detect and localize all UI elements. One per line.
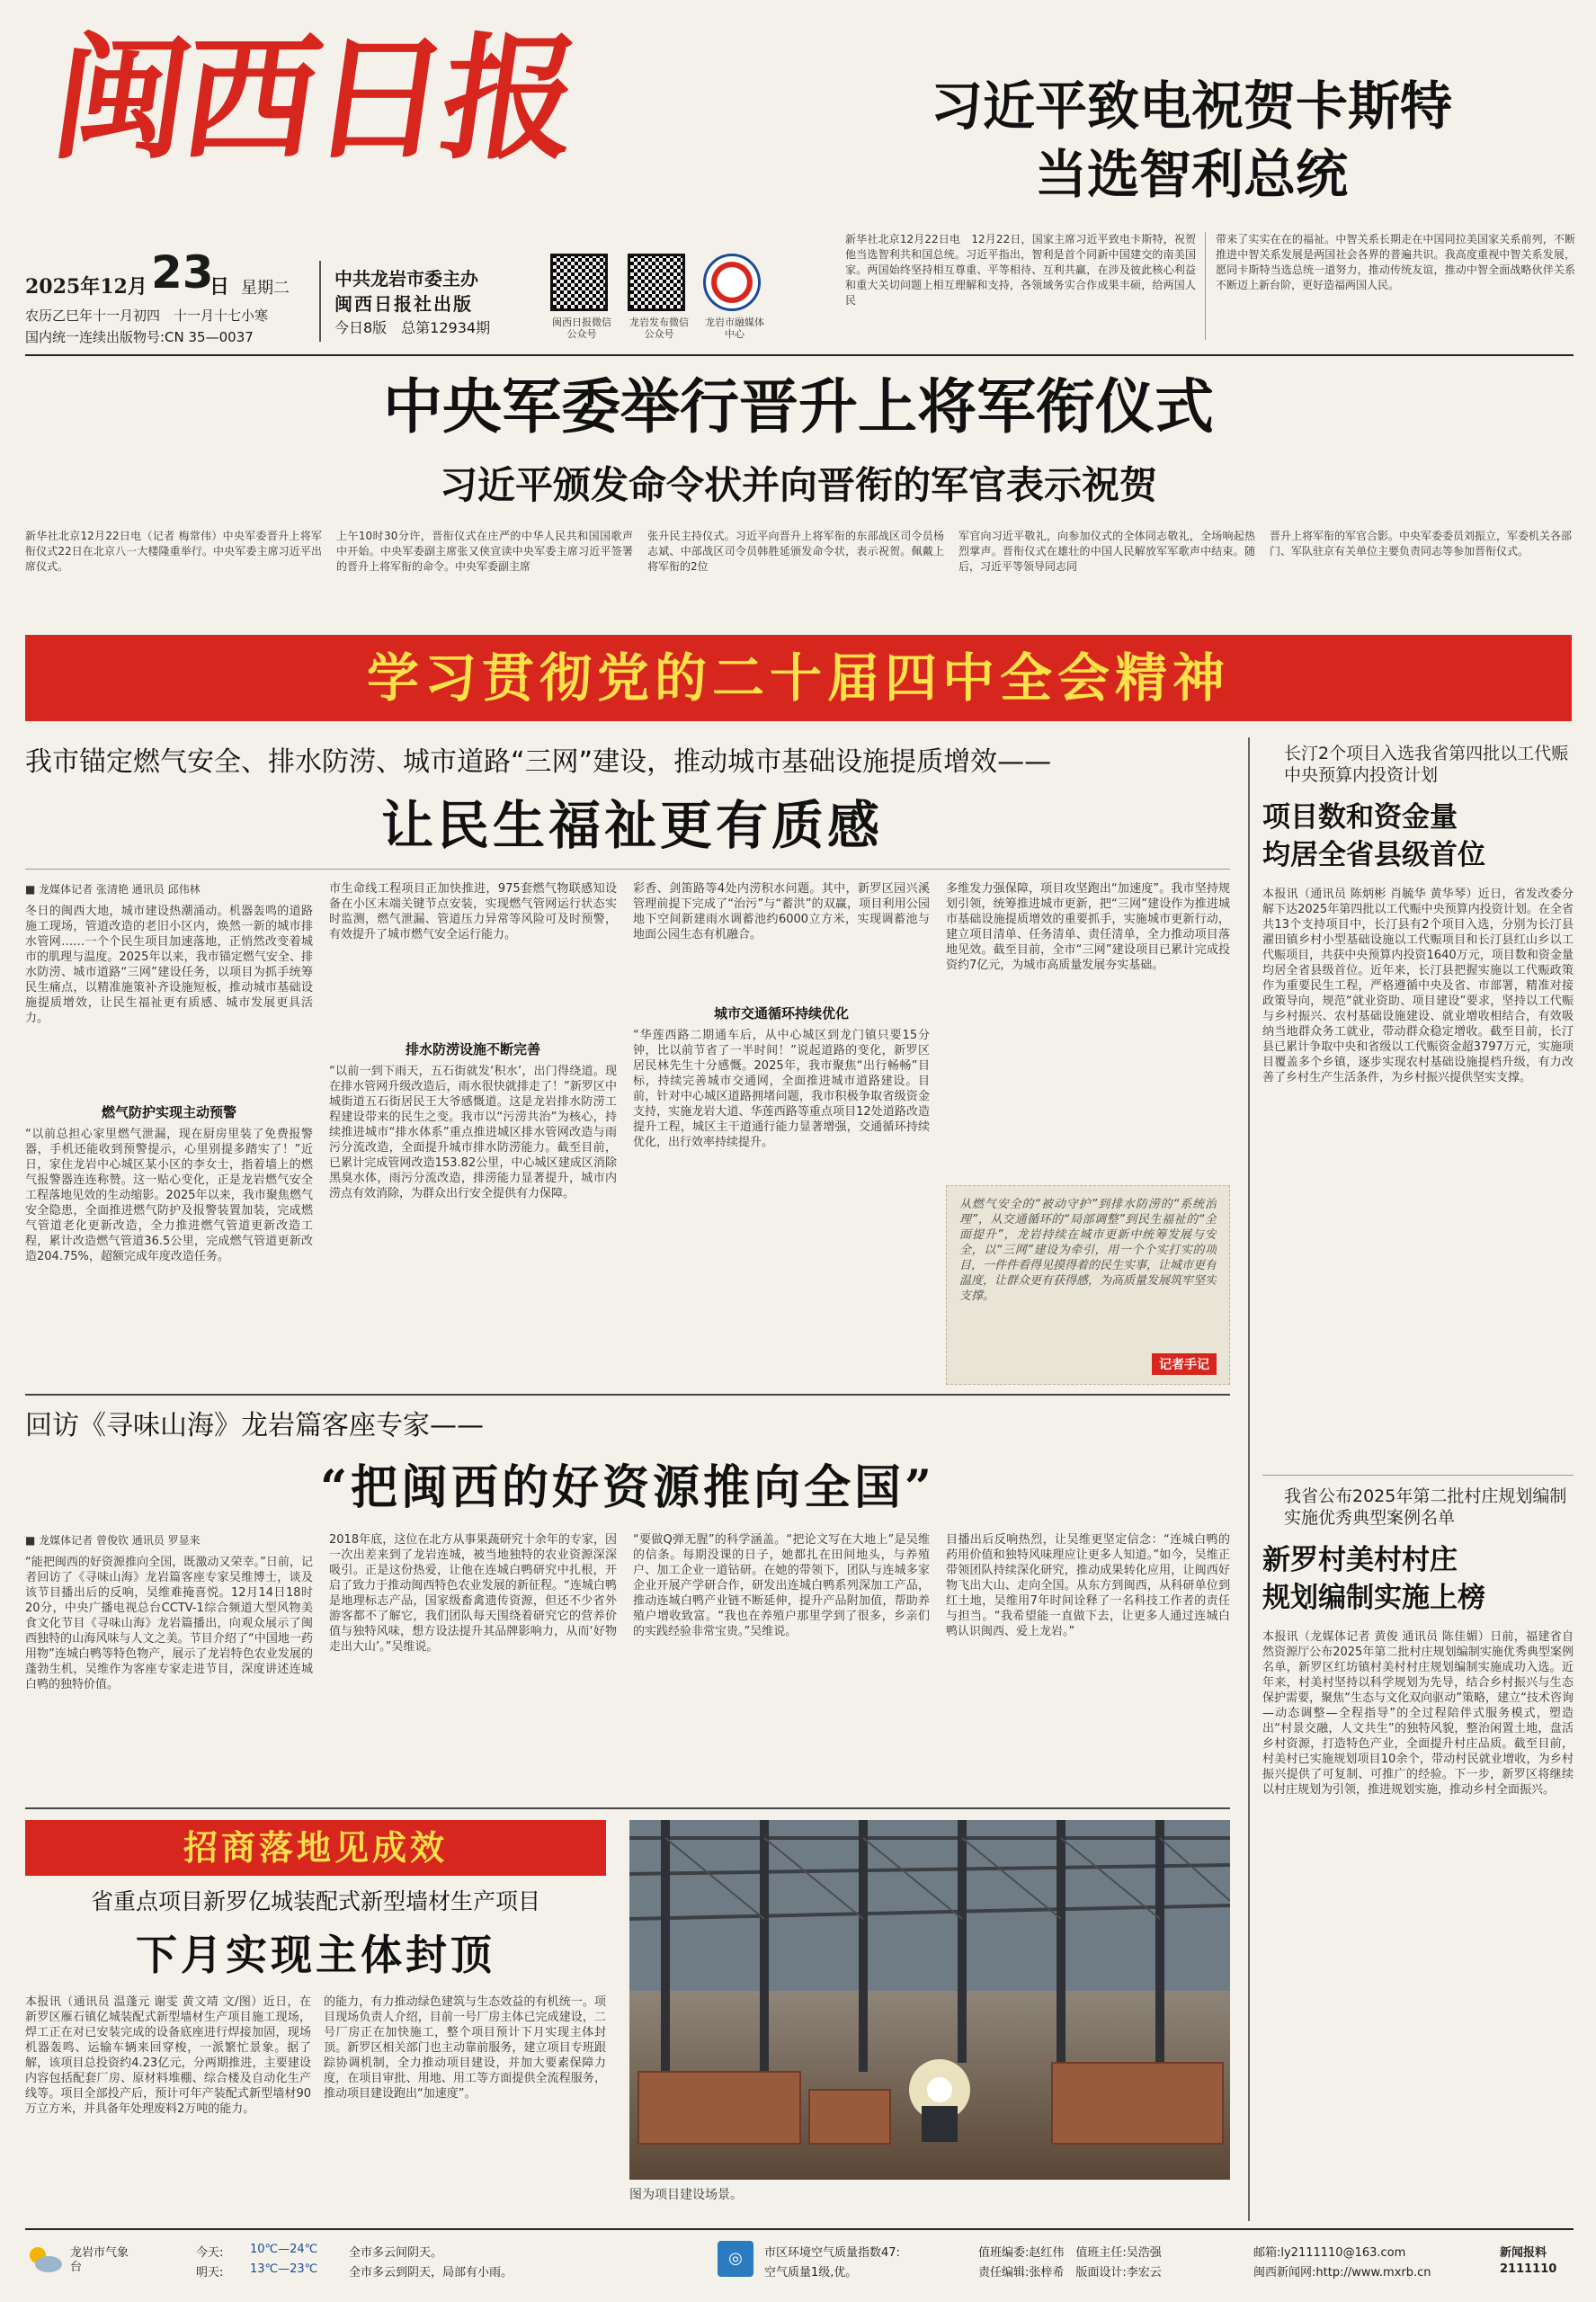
military-col2: 上午10时30分许，晋衔仪式在庄严的中华人民共和国国歌声中开始。中央军委副主席张又侠宣读中央军委主席习近平签署的晋升上将军衔的命令。中央军委副主席 [336,530,633,573]
lead-col2 [329,881,617,1385]
editor-note: 从燃气安全的“被动守护”到排水防涝的“系统治理”，从交通循环的“局部调整”到民生福祉的“全面提升”，龙岩持续在城市更新中统筹发展与安全，以“三网”建设为牵引，用一个个实打实的项目，一件件看得见摸得着的民生实事，让城市更有温度，让群众更有获得感，为高质量发展筑牢坚实支撑。 [959,1198,1217,1303]
col-divider [1205,232,1206,340]
sidebar2-kicker: 我省公布2025年第二批村庄规划编制实施优秀典型案例名单 [1284,1486,1567,1528]
footer-rule [25,2228,1574,2230]
qr-caption: 龙岩市融媒体中心 [705,317,764,340]
revisit-kicker: 回访《寻味山海》龙岩篇客座专家—— [25,1410,484,1441]
weather-tomorrow-desc: 全市多云到阴天，局部有小雨。 [349,2266,513,2280]
publisher: 闽西日报社出版 [334,293,473,315]
weather-tomorrow-label: 明天: [196,2266,224,2280]
sidebar-story2 [1262,1486,1574,2223]
lead-byline: ■ 龙媒体记者 张清艳 通讯员 邱伟林 [25,883,201,896]
sidebar2-body: 本报讯（龙媒体记者 黄俊 通讯员 陈佳媚）日前，福建省自然资源厅公布2025年第二批村庄规划编制实施优秀典型案例名单，新罗区红坊镇村美村村庄规划编制实施成功入选。近年来，村美村坚持以科学规划为先导，结合乡村振兴与生态保护需要，聚焦“生态与文化双向驱动”策略，建立“技术咨询—动态调整—全程指导”的全过程陪伴式服务模式，塑造出“村景交融，人文共生”的独特风貌，整治闲置土地，盘活乡村资源，打造特色产业，全面提升村庄品质。截至目前，村美村已实施规划项目10余个，带动村民就业增收，为乡村振兴提供了可复制、可推广的经验。下一步，新罗区将继续以村庄规划为引领，推进规划实施，推动乡村全面振兴。 [1262,1630,1574,1797]
qr-caption: 闽西日报微信公众号 [552,317,611,340]
sidebar2-title [1262,1541,1574,1617]
weather-label: 龙岩市气象台 [70,2246,129,2274]
page-count: 今日8版 总第12934期 [334,319,491,336]
sponsor: 中共龙岩市委主办 [334,268,478,290]
masthead-rule [25,354,1574,356]
revisit-byline: ■ 龙媒体记者 曾俊钦 通讯员 罗显来 [25,1534,201,1547]
qr-media-center[interactable] [703,254,775,340]
weather-icon [25,2243,65,2275]
revisit-title: “把闽西的好资源推向全国” [320,1460,935,1515]
air-quality: 市区环境空气质量指数47: [764,2246,900,2260]
sidebar1-title-line2: 均居全省县级首位 [1262,839,1485,871]
lead-top-title-line2: 当选智利总统 [1034,144,1348,205]
military-col3: 张升民主持仪式。习近平向晋升上将军衔的东部战区司令员杨志斌、中部战区司令员韩胜延颁发命令状，表示祝贺。佩戴上将军衔的2位 [647,530,944,573]
sidebar2-title-line1: 新罗村美村村庄 [1262,1544,1458,1576]
revisit-col3: “要做Q弹无腥”的科学涵盖。“把论文写在大地上”是吴维的信条。每期没课的日子，她都扎在田间地头，与养殖户、加工企业一道钻研。在她的带领下，团队与连城多家企业开展产学研合作，研发出连城白鸭系列深加工产品，推动连城白鸭产业链不断延伸，提升产品附加值，帮助养殖户增收致富。“我也在养殖户那里学到了很多，乡亲们的实践经验非常宝贵。”吴维说。 [633,1533,930,1638]
military-title: 中央军委举行晋升上将军衔仪式 [383,371,1214,442]
revisit-col2: 2018年底，这位在北方从事果蔬研究十余年的专家，因一次出差来到了龙岩连城，被当地独特的农业资源深深吸引。正是这份热爱，让他在连城白鸭研究中扎根，开启了致力于推动闽西特色农业发展的新征程。“连城白鸭是地理标志产品，国家级畜禽遗传资源，但还不少省外游客都不了解它，我们团队每天围绕着研究它的营养价值与独特风味，想方设法提升其品牌影响力，从而‘好物走出大山’。”吴维说。 [329,1533,617,1654]
footer-website[interactable]: 闽西新闻网:http://www.mxrb.cn [1253,2266,1431,2280]
hotline-label: 新闻报料 [1500,2246,1547,2260]
investment-banner: 招商落地见成效 [25,1820,606,1876]
lead-col3b: “华莲西路二期通车后，从中心城区到龙门镇只要15分钟，比以前节省了一半时间！”说起道路的变化，新罗区居民林先生十分感慨。2025年，我市聚焦“出行畅畅”目标，持续完善城市交通网，全面推进城市道路建设。目前，针对中心城区道路拥堵问题，我市积极争取省级资金支持，实施龙岩大道、华莲西路等重点项目12处道路改造提升工程，城区主干道通行能力显著增强，交通循环持续优化，出行效率持续提升。 [633,1029,930,1149]
weather-today-temp: 10℃—24℃ [250,2243,318,2256]
lead-sub2: 排水防涝设施不断完善 [405,1041,540,1057]
sidebar1-kicker: 长汀2个项目入选我省第四批以工代赈中央预算内投资计划 [1284,744,1569,785]
sidebar2-title-line2: 规划编制实施上榜 [1262,1582,1485,1614]
investment-col2: 的能力，有力推动绿色建筑与生态效益的有机统一。项目现场负责人介绍，目前一号厂房主体已完成建设，二号厂房正在加快施工，整个项目预计下月实现主体封顶。新罗区相关部门也主动靠前服务，建立项目专班跟踪协调机制，全力推动项目建设，并加大要素保障力度，在项目审批、用地、用工等方面提供全流程服务，推动项目建设跑出“加速度”。 [324,1995,606,2101]
date-prefix: 2025年12月 [25,275,147,299]
revisit-col4: 目播出后反响热烈，让吴维更坚定信念：“连城白鸭的药用价值和独特风味理应让更多人知道。”如今，吴维正带领团队持续深化研究，推动成果转化应用，让闽西好物飞出大山、走向全国。从东方到闽西，从科研单位到红土地，吴维用7年时间诠释了一名科技工作者的责任与担当。“我希望能一直做下去，让更多人通过连城白鸭认识闽西、爱上龙岩。” [946,1533,1230,1638]
media-center-logo-icon [703,254,761,311]
investment-title: 下月实现主体封顶 [136,1931,495,1979]
sidebar1-title-line1: 项目数和资金量 [1262,801,1458,834]
date-day: 23 [151,246,214,299]
lead-top-title-line1: 习近平致电祝贺卡斯特 [930,76,1452,137]
lead-col2a: 市生命线工程项目正加快推进，975套燃气物联感知设备在小区末端关键节点安装，实现燃气管网运行状态实时监测，燃气泄漏、管道压力异常等风险可及时预警，有效提升了城市燃气安全运行能力。 [329,882,617,941]
editor-line2: 责任编辑:张梓希 版面设计:李宏云 [978,2266,1162,2280]
hotline-number[interactable]: 2111110 [1500,2262,1557,2276]
lead-col3 [633,881,930,1385]
lead-top-col1: 新华社北京12月22日电 12月22日，国家主席习近平致电卡斯特，祝贺他当选智利共和国总统。习近平指出，智利是首个同新中国建交的南美国家。两国始终坚持相互尊重、平等相待、互利共赢，在涉及彼此核心利益和重大关切问题上相互理解和支持，各领域务实合作成果丰硕，给两国人民 [845,233,1196,307]
qr-code-icon [628,254,685,311]
sidebar-rule [1262,1475,1574,1476]
lead-col4a: 多维发力强保障，项目攻坚跑出“加速度”。我市坚持规划引领，统筹推进城市更新，把“三网”建设作为推进城市基础设施提质增效的重要抓手，实施城市更新行动，建立项目清单、任务清单、责任清单，全力推动项目落地见效。截至目前，全市“三网”建设项目已累计完成投资约7亿元，为城市高质量发展夯实基础。 [946,882,1230,972]
military-col1: 新华社北京12月22日电（记者 梅常伟）中央军委晋升上将军衔仪式22日在北京八一大楼隆重举行。中央军委主席习近平出席仪式。 [25,530,322,573]
construction-photo [629,1820,1230,2180]
revisit-col1 [25,1532,313,1802]
weather-today-desc: 全市多云间阴天。 [349,2246,443,2260]
factory-illustration [629,1820,1230,2180]
qr-longyan[interactable] [628,254,700,340]
investment-col1: 本报讯（通讯员 温蓬元 谢雯 黄文靖 文/图）近日，在新罗区雁石镇亿城装配式新型墙材生产项目施工现场，焊工正在对已安装完成的设备底座进行焊接加固，现场机器轰鸣、运输车辆来回穿梭，一派繁忙景象。据了解，该项目总投资约4.23亿元，分两期推进，主要建设内容包括配套厂房、原材料堆棚、综合楼及自动化生产线等。项目全部投产后，预计可年产装配式新型墙材90万立方米，并具备年处理废料2万吨的能力。 [25,1995,311,2116]
qr-code-icon [550,254,608,311]
masthead-title: 闽西日报 [43,20,584,178]
lead-col1a: 冬日的闽西大地，城市建设热潮涌动。机器轰鸣的道路施工现场，管道改造的老旧小区内，焕然一新的城市排水管网……一个个民生项目加速落地，正悄然改变着城市的肌理与温度。2025年以来，我市锚定燃气安全、排水防涝、城市道路“三网”建设任务，以项目为抓手统筹民生痛点，以精准施策补齐设施短板，推动城市基础设施提质增效，让民生福祉更有质感、城市发展更具活力。 [25,905,313,1025]
lead-sub1: 燃气防护实现主动预警 [101,1104,236,1120]
qr-caption: 龙岩发布微信公众号 [629,317,689,340]
editor-note-box [946,1185,1230,1385]
air-quality-icon: ◎ [718,2241,753,2277]
lunar-date: 农历乙巳年十一月初四 十一月十七小寒 [25,308,269,324]
military-subtitle: 习近平颁发命令状并向晋衔的军官表示祝贺 [439,463,1157,507]
sidebar1-body: 本报讯（通讯员 陈炳彬 肖毓华 黄华琴）近日，省发改委分解下达2025年第四批以工代赈中央预算内投资计划。在全省共13个支持项目中，长汀县有2个项目入选，分别为长汀县濯田镇乡村小型基础设施以工代赈项目和长汀县红山乡以工代赈项目，共获中央预算内投资1640万元，项目数和资金量均居全省县级首位。近年来，长汀县把握实施以工代赈政策作为重要民生工程，严格遵循中央及省、市部署，精准对接政策导向，规范“就业资助、项目建设”要求，坚持以工代赈与乡村振兴、农村基础设施建设、就业增收相结合，有效吸纳当地群众务工就业，带动群众稳定增收。截至目前，长汀县已累计争取中央和省级以工代赈资金超3797万元，实施项目覆盖多个乡镇，逐步实现农村基础设施提档升级，有力改善了乡村生产生活条件，为乡村振兴提供坚实支撑。 [1262,888,1574,1084]
photo-caption: 图为项目建设场景。 [629,2188,743,2202]
dateline-divider [319,261,321,342]
sidebar-story1 [1262,743,1574,1462]
lead-col3a: 彩香、剑笛路等4处内涝积水问题。其中，新罗区园兴溪管理前提下完成了“治污”与“蓄洪”的双赢，项目利用公园地下空间新建雨水调蓄池约6000立方米，实现调蓄池与地面公园生态有机融合。 [633,882,930,941]
footer-email[interactable]: 邮箱:ly2111110@163.com [1253,2246,1406,2260]
weather-today-label: 今天: [196,2246,224,2260]
qr-wechat[interactable] [550,254,622,340]
lead-story-title: 让民生福祉更有质感 [380,795,883,856]
section-rule [25,1394,1230,1396]
lead-col1 [25,881,313,1385]
lead-top-title [809,72,1574,209]
issn: 国内统一连续出版物号:CN 35—0037 [25,329,254,345]
plenum-banner: 学习贯彻党的二十届四中全会精神 [25,635,1572,721]
revisit-col1-text: “能把闽西的好资源推向全国，既激动又荣幸。”日前，记者回访了《寻味山海》龙岩篇客座专家吴维博士，谈及该节目播出后的反响，吴维难掩喜悦。12月14日18时20分，中央广播电视总台CCTV-1综合频道大型风物美食文化节目《寻味山海》龙岩篇播出，向观众展示了闽西独特的山海风味与人文之美。节目介绍了“中国地一药用物”连城白鸭等特色物产，展示了龙岩特色农业发展的蓬勃生机，吴维作为客座专家走进节目，深度讲述连城白鸭的独特价值。 [25,1556,313,1691]
investment-kicker: 省重点项目新罗亿城装配式新型墙材生产项目 [90,1888,540,1914]
editor-note-tag: 记者手记 [1152,1353,1217,1375]
weekday: 星期二 [241,279,290,298]
lead-story-kicker: 我市锚定燃气安全、排水防涝、城市道路“三网”建设，推动城市基础设施提质增效—— [25,746,1052,778]
lead-sub3: 城市交通循环持续优化 [713,1005,849,1022]
weather-tomorrow-temp: 13℃—23℃ [250,2262,318,2276]
publisher-block [334,266,541,340]
lead-top-col2: 带来了实实在在的福祉。中智关系长期走在中国同拉美国家关系前列，不断推进中智关系发展是两国社会各界的普遍共识。我高度重视中智关系发展，愿同卡斯特当选总统一道努力，推动传统友谊，推动中智全面战略伙伴关系不断迈上新台阶，更好造福两国人民。 [1216,233,1575,291]
military-col4: 军官向习近平敬礼，向参加仪式的全体同志敬礼，全场响起热烈掌声。晋衔仪式在雄壮的中国人民解放军军歌声中结束。随后，习近平等领导同志同 [958,530,1255,573]
date-day-suffix: 日 [210,275,230,299]
air-quality-level: 空气质量1级,优。 [764,2266,858,2280]
sidebar-divider [1248,737,1250,2221]
editor-line1: 值班编委:赵红伟 值班主任:吴浩强 [978,2246,1162,2260]
lead-col1b: “以前总担心家里燃气泄漏，现在厨房里装了免费报警器，手机还能收到预警提示，心里别提多踏实了！”近日，家住龙岩中心城区某小区的李女士，指着墙上的燃气报警器连连称赞。这一贴心变化，正是龙岩燃气安全工程落地见效的生动缩影。2025年以来，我市聚焦燃气安全隐患，全面推进燃气防护及报警装置加装，完成燃气管道老化更新改造，全力推进燃气管道更新改造工程，累计改造燃气管道36.5公里，完成燃气管道更新改造204.75%，超额完成年度改造任务。 [25,1128,313,1263]
lead-rule [25,869,1230,870]
lead-col2b: “以前一到下雨天，五石街就发‘积水’，出门得绕道。现在排水管网升级改造后，雨水很快就排走了！”新罗区中城街道五石街居民王大爷感慨道。这是龙岩排水防涝工程建设带来的民生之变。我市以“污涝共治”为核心，持续推进城市“排水体系”重点推进城区排水管网改造与雨污分流改造，全面提升城市排水防涝能力。截至目前，已累计完成管网改造153.82公里，中心城区建成区消除黑臭水体，雨污分流改造，排涝能力显著提升，城市内涝点有效消除，为群众出行安全提供有力保障。 [329,1065,617,1200]
sidebar1-title [1262,799,1574,874]
military-col5: 晋升上将军衔的军官合影。中央军委委员刘振立，军委机关各部门、军队驻京有关单位主要负责同志等参加晋衔仪式。 [1270,530,1572,558]
footer [25,2235,1574,2293]
section-rule [25,1807,1230,1809]
